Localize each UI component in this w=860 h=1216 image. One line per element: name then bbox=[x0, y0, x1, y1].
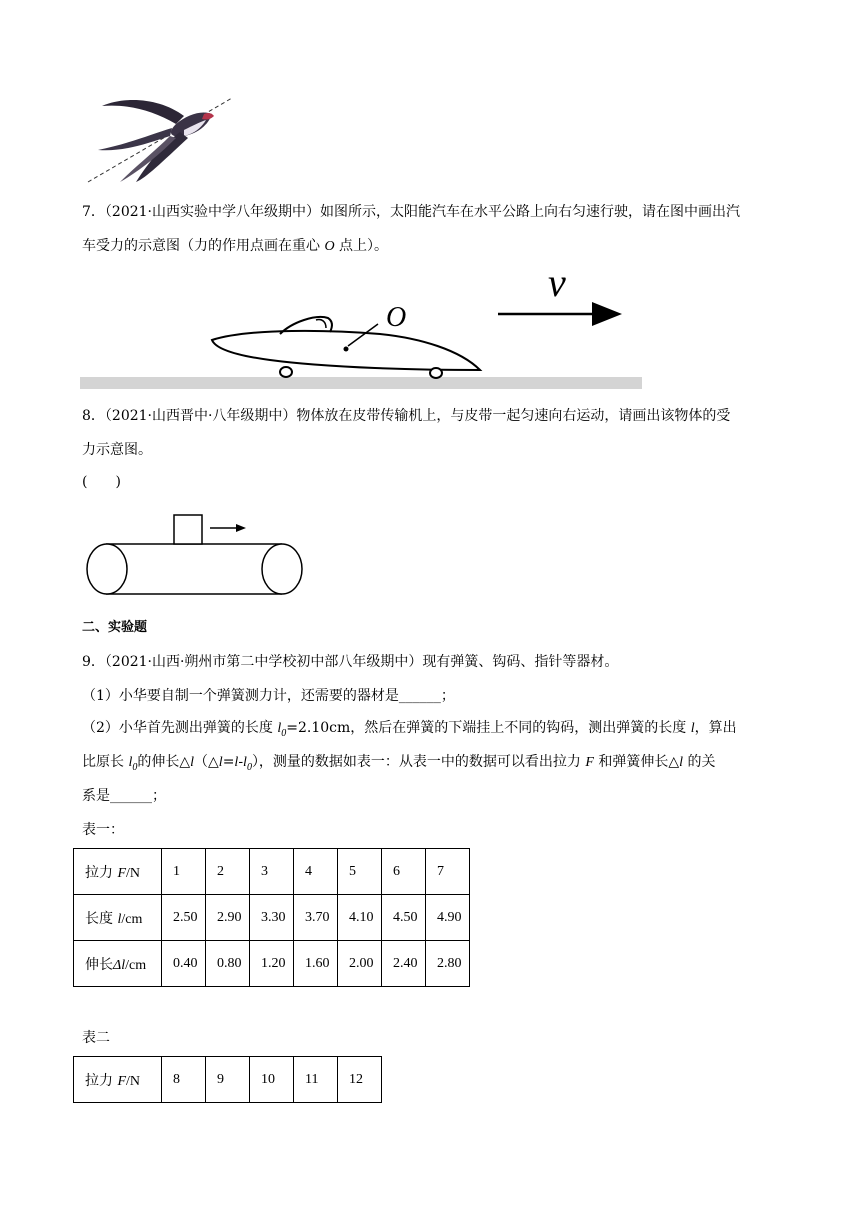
table-2-caption: 表二 bbox=[82, 1030, 110, 1046]
center-of-gravity-point bbox=[344, 347, 349, 352]
q8-answer-blank: ( ) bbox=[82, 474, 121, 490]
table-1-row bbox=[74, 941, 470, 987]
table-2-cell: 12 bbox=[338, 1057, 382, 1103]
center-of-gravity-label: O bbox=[386, 302, 407, 333]
q9-sub-2: （2）小华首先测出弹簧的长度 $l_0=2.10cm$，然后在弹簧的下端挂上不同的钩码，测出弹簧的长度 l，算出 bbox=[82, 720, 737, 739]
table-1-cell: 4.10 bbox=[338, 895, 382, 941]
velocity-label: v bbox=[548, 264, 566, 305]
table-1-row-label: 伸长Δl/cm bbox=[74, 941, 162, 987]
table-1 bbox=[73, 848, 470, 987]
table-1-caption: 表一： bbox=[82, 822, 124, 838]
q9-sub-1: （1）小华要自制一个弹簧测力计，还需要的器材是______； bbox=[82, 688, 455, 704]
table-2 bbox=[73, 1056, 382, 1103]
table-1-cell: 3.70 bbox=[294, 895, 338, 941]
table-1-cell: 4 bbox=[294, 849, 338, 895]
table-1-cell: 1.20 bbox=[250, 941, 294, 987]
table-1-cell: 3 bbox=[250, 849, 294, 895]
table-1-cell: 2.40 bbox=[382, 941, 426, 987]
table-2-cell: 10 bbox=[250, 1057, 294, 1103]
swallow-figure bbox=[80, 92, 240, 192]
table-1-row bbox=[74, 895, 470, 941]
table-1-cell: 2 bbox=[206, 849, 250, 895]
table-1-cell: 5 bbox=[338, 849, 382, 895]
car-wheel-rear bbox=[430, 368, 442, 378]
solar-car-figure bbox=[80, 264, 645, 394]
table-1-cell: 0.80 bbox=[206, 941, 250, 987]
table-1-cell: 6 bbox=[382, 849, 426, 895]
conveyor-object bbox=[174, 515, 202, 544]
table-1-row bbox=[74, 849, 470, 895]
q7-line-1: 7．（2021·山西实验中学八年级期中）如图所示，太阳能汽车在水平公路上向右匀速行驶，请在图中画出汽 bbox=[82, 204, 740, 220]
q9-line-1: 9．（2021·山西·朔州市第二中学校初中部八年级期中）现有弹簧、钩码、指针等器材。 bbox=[82, 654, 619, 670]
table-1-cell: 2.00 bbox=[338, 941, 382, 987]
table-2-cell: 11 bbox=[294, 1057, 338, 1103]
table-1-cell: 1 bbox=[162, 849, 206, 895]
table-1-cell: 2.50 bbox=[162, 895, 206, 941]
table-2-cell: 9 bbox=[206, 1057, 250, 1103]
velocity-arrow-head bbox=[592, 302, 622, 326]
table-1-row-label: 拉力 F/N bbox=[74, 849, 162, 895]
q7-line-2: 车受力的示意图（力的作用点画在重心 O 点上）。 bbox=[82, 238, 389, 254]
table-2-row-label: 拉力 F/N bbox=[74, 1057, 162, 1103]
table-1-cell: 2.90 bbox=[206, 895, 250, 941]
road bbox=[80, 377, 642, 389]
table-1-cell: 1.60 bbox=[294, 941, 338, 987]
table-2-row bbox=[74, 1057, 382, 1103]
section-2-title: 二、实验题 bbox=[82, 620, 148, 635]
table-2-cell: 8 bbox=[162, 1057, 206, 1103]
table-1-cell: 3.30 bbox=[250, 895, 294, 941]
car-window bbox=[316, 319, 326, 328]
roller-right bbox=[262, 544, 302, 594]
q8-line-2: 力示意图。 bbox=[82, 442, 152, 458]
q9-line-4: 系是______； bbox=[82, 788, 166, 804]
swallow-upper-wing bbox=[102, 100, 184, 124]
q8-line-1: 8．（2021·山西晋中·八年级期中）物体放在皮带传输机上，与皮带一起匀速向右运动，请画出该物体的受 bbox=[82, 408, 731, 424]
q9-line-3: 比原长 $l_0$的伸长$\triangle l(\triangle l=l-l_0)$，测量的数据如表一：从表一中的数据可以看出拉力 F 和弹簧伸长△l 的关 bbox=[82, 754, 716, 773]
car-wheel-front bbox=[280, 367, 292, 377]
conveyor-figure bbox=[84, 510, 309, 605]
motion-arrow-head bbox=[236, 524, 246, 532]
table-1-cell: 4.50 bbox=[382, 895, 426, 941]
table-1-cell: 7 bbox=[426, 849, 470, 895]
table-1-cell: 4.90 bbox=[426, 895, 470, 941]
table-1-cell: 0.40 bbox=[162, 941, 206, 987]
roller-left bbox=[87, 544, 127, 594]
table-1-cell: 2.80 bbox=[426, 941, 470, 987]
table-1-row-label: 长度 l/cm bbox=[74, 895, 162, 941]
